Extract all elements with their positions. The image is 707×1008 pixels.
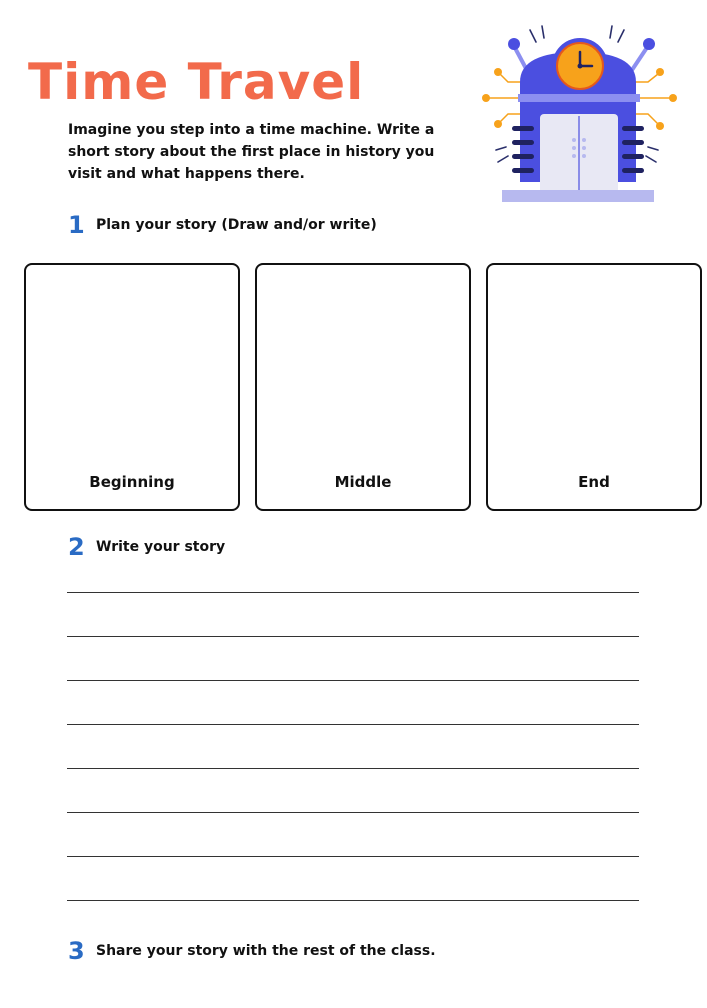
panel-label: Beginning: [89, 473, 175, 491]
intro-text: Imagine you step into a time machine. Write a short story about the first place in history you visit and what happens there.: [68, 122, 435, 182]
step-share: [68, 939, 436, 963]
writing-line[interactable]: [67, 680, 639, 681]
story-plan-panels: [24, 263, 701, 510]
page-title: Time Travel: [28, 53, 365, 111]
panel-label: End: [578, 473, 610, 491]
writing-line[interactable]: [67, 636, 639, 637]
step-plan: [68, 213, 377, 237]
writing-line[interactable]: [67, 900, 639, 901]
step-number: 1: [68, 211, 85, 239]
time-machine-icon: [478, 22, 678, 208]
step-instruction: Write your story: [96, 539, 226, 555]
panel-end[interactable]: [486, 263, 702, 511]
step-write: [68, 535, 225, 559]
writing-line[interactable]: [67, 724, 639, 725]
panel-middle[interactable]: [255, 263, 471, 511]
writing-line[interactable]: [67, 812, 639, 813]
step-instruction: Share your story with the rest of the class.: [96, 943, 436, 959]
writing-line[interactable]: [67, 856, 639, 857]
writing-line[interactable]: [67, 768, 639, 769]
step-instruction: Plan your story (Draw and/or write): [96, 217, 377, 233]
writing-lines: [67, 592, 639, 944]
writing-line[interactable]: [67, 592, 639, 593]
panel-beginning[interactable]: [24, 263, 240, 511]
panel-label: Middle: [334, 473, 392, 491]
step-number: 2: [68, 533, 85, 561]
step-number: 3: [68, 937, 85, 965]
